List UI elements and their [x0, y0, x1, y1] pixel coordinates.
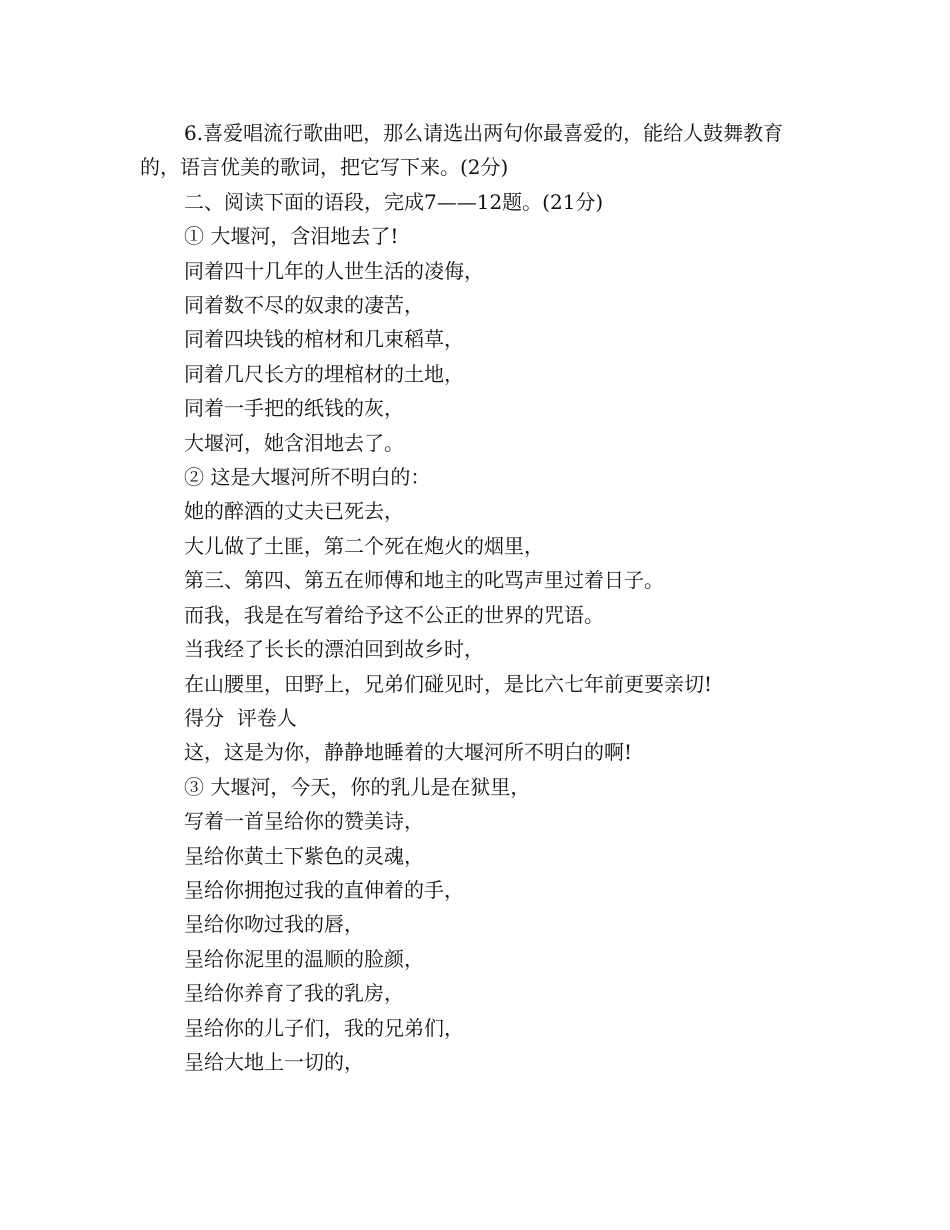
poem-line: 她的醉酒的丈夫已死去，	[184, 499, 404, 524]
poem-line: 同着一手把的纸钱的灰，	[184, 396, 404, 421]
poem-line: 在山腰里，田野上，兄弟们碰见时，是比六七年前更要亲切!	[184, 671, 713, 696]
poem-line: 呈给你拥抱过我的直伸着的手，	[184, 877, 464, 902]
poem-line: 呈给大地上一切的，	[184, 1049, 364, 1074]
poem-line: 呈给你泥里的温顺的脸颜，	[184, 946, 424, 971]
score-grader-label: 得分 评卷人	[184, 705, 297, 730]
poem-line: 大儿做了土匪，第二个死在炮火的烟里，	[184, 533, 544, 558]
poem-line: 写着一首呈给你的赞美诗，	[184, 809, 424, 834]
poem-line: ③ 大堰河，今天，你的乳儿是在狱里，	[184, 774, 531, 799]
poem-line: 呈给你养育了我的乳房，	[184, 981, 404, 1006]
poem-line: 同着数不尽的奴隶的凄苦，	[184, 293, 424, 318]
poem-line: 同着四块钱的棺材和几束稻草，	[184, 327, 464, 352]
poem-line: 同着四十几年的人世生活的凌侮，	[184, 258, 484, 283]
poem-line: 呈给你的儿子们，我的兄弟们，	[184, 1015, 464, 1040]
section-2-heading: 二、阅读下面的语段，完成7——12题。(21分)	[184, 189, 604, 214]
poem-line: 大堰河，她含泪地去了。	[184, 430, 404, 455]
poem-line: 当我经了长长的漂泊回到故乡时，	[184, 637, 484, 662]
poem-line: 而我，我是在写着给予这不公正的世界的咒语。	[184, 602, 604, 627]
poem-line: 呈给你吻过我的唇，	[184, 912, 364, 937]
poem-line: 同着几尺长方的埋棺材的土地，	[184, 361, 464, 386]
poem-line: 第三、第四、第五在师傅和地主的叱骂声里过着日子。	[184, 568, 664, 593]
poem-line: 呈给你黄土下紫色的灵魂，	[184, 843, 424, 868]
poem-line: ① 大堰河，含泪地去了!	[184, 224, 399, 249]
question-6: 6.喜爱唱流行歌曲吧，那么请选出两句你最喜爱的，能给人鼓舞教育的，语言优美的歌词，把它写下来。(2分)	[140, 121, 784, 180]
poem-line: ② 这是大堰河所不明白的：	[184, 465, 431, 490]
exam-text	[140, 116, 820, 1079]
poem-line: 这，这是为你，静静地睡着的大堰河所不明白的啊!	[184, 740, 633, 765]
